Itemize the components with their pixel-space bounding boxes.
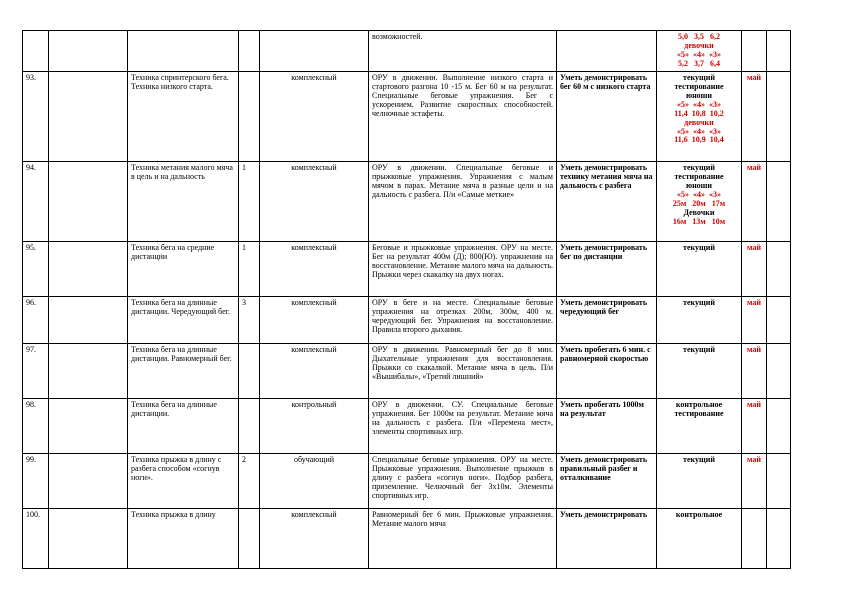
control-line: 25м 20м 17м xyxy=(672,198,726,208)
table-row xyxy=(23,343,791,398)
control-cell xyxy=(657,343,742,398)
content-cell: ОРУ в движении. Равномерный бег до 8 мин. Дыхательные упражнения для восстановления. Прыжки со скакалкой. Метание мяча в цель. П/и «Вышибалы», «Третий лишний» xyxy=(369,343,557,398)
control-cell xyxy=(657,296,742,343)
control-line: тестирование xyxy=(674,171,724,181)
lesson-type-cell: контрольный xyxy=(260,398,369,453)
control-line: 16м 13м 10м xyxy=(672,216,726,226)
date-cell xyxy=(49,71,128,161)
date-cell xyxy=(49,241,128,296)
requirements-cell: Уметь демонстрировать технику метания мяча на дальность с разбега xyxy=(557,161,657,241)
requirements-cell: Уметь демонстрировать бег 60 м с низкого старта xyxy=(557,71,657,161)
hours-cell xyxy=(239,31,260,72)
month-cell: май xyxy=(742,453,767,508)
table-row xyxy=(23,296,791,343)
date-cell xyxy=(49,161,128,241)
control-line: тестирование xyxy=(674,81,724,91)
topic-cell: Техника метания малого мяча в цель и на дальность xyxy=(128,161,239,241)
lesson-plan-table xyxy=(22,30,791,569)
control-line: текущий xyxy=(683,297,715,307)
control-cell xyxy=(657,241,742,296)
topic-cell: Техника спринтерского бега. Техника низкого старта. xyxy=(128,71,239,161)
requirements-cell xyxy=(557,31,657,72)
content-cell: Специальные беговые упражнения. ОРУ на месте. Прыжковые упражнения. Выполнение прыжков в длину с разбега «согнув ноги». Подбор разбега, приземление. Челночный бег 3х10м. Элементы спортивных игр. xyxy=(369,453,557,508)
lesson-type-cell xyxy=(260,31,369,72)
month-cell xyxy=(742,31,767,72)
control-cell xyxy=(657,161,742,241)
content-cell: Равномерный бег 6 мин. Прыжковые упражнения. Метание малого мяча xyxy=(369,508,557,568)
month-cell: май xyxy=(742,343,767,398)
table-row xyxy=(23,241,791,296)
hours-cell: 1 xyxy=(239,161,260,241)
table-row xyxy=(23,398,791,453)
lesson-number-cell xyxy=(23,31,49,72)
control-line: 11,6 10,9 10,4 xyxy=(674,135,724,145)
notes-cell xyxy=(767,343,791,398)
month-cell xyxy=(742,508,767,568)
control-cell xyxy=(657,398,742,453)
content-cell: ОРУ в движении. Специальные беговые и прыжковые упражнения. Упражнения с малым мячом в парах. Метание мяча в разные цели и на дальность с разбега. П/и «Самые меткие» xyxy=(369,161,557,241)
control-line: 5,2 3,7 6,4 xyxy=(678,58,720,68)
control-cell xyxy=(657,508,742,568)
lesson-number-cell: 100. xyxy=(23,508,49,568)
control-cell xyxy=(657,453,742,508)
table-body xyxy=(23,31,791,569)
hours-cell xyxy=(239,398,260,453)
control-cell xyxy=(657,31,742,72)
control-line: контрольное xyxy=(675,399,723,409)
hours-cell xyxy=(239,71,260,161)
control-line: тестирование xyxy=(674,408,724,418)
control-line: 11,4 10,8 10,2 xyxy=(674,108,724,118)
lesson-type-cell: обучающий xyxy=(260,453,369,508)
control-line: контрольное xyxy=(675,509,723,519)
lesson-number-cell: 99. xyxy=(23,453,49,508)
requirements-cell: Уметь пробегать 1000м на результат xyxy=(557,398,657,453)
date-cell xyxy=(49,453,128,508)
topic-cell xyxy=(128,31,239,72)
control-line: текущий xyxy=(683,162,715,172)
topic-cell: Техника прыжка в длину с разбега способом «согнув ноги». xyxy=(128,453,239,508)
lesson-type-cell: комплексный xyxy=(260,296,369,343)
content-cell: ОРУ в беге и на месте. Специальные беговые упражнения на отрезках 200м, 300м, 400 м. чередующий бег. Упражнения на восстановление. Правила второго дыхания. xyxy=(369,296,557,343)
requirements-cell: Уметь демонстрировать чередующий бег xyxy=(557,296,657,343)
notes-cell xyxy=(767,241,791,296)
table-row xyxy=(23,508,791,568)
lesson-number-cell: 98. xyxy=(23,398,49,453)
date-cell xyxy=(49,343,128,398)
notes-cell xyxy=(767,453,791,508)
lesson-type-cell: комплексный xyxy=(260,343,369,398)
control-line: «5» «4» «3» xyxy=(677,49,721,59)
notes-cell xyxy=(767,398,791,453)
control-line: текущий xyxy=(683,242,715,252)
notes-cell xyxy=(767,161,791,241)
control-line: «5» «4» «3» xyxy=(677,99,721,109)
date-cell xyxy=(49,296,128,343)
topic-cell: Техника бега на длинные дистанции. Равномерный бег. xyxy=(128,343,239,398)
lesson-type-cell: комплексный xyxy=(260,508,369,568)
lesson-type-cell: комплексный xyxy=(260,71,369,161)
control-line: «5» «4» «3» xyxy=(677,126,721,136)
content-cell: ОРУ в движении. Выполнение низкого старта и стартового разгона 10 -15 м. Бег 60 м на результат. Специальные беговые упражнения. Бег с ускорением. Развитие скоростных способностей. челночные эстафеты. xyxy=(369,71,557,161)
control-line: текущий xyxy=(683,72,715,82)
date-cell xyxy=(49,31,128,72)
notes-cell xyxy=(767,296,791,343)
month-cell: май xyxy=(742,296,767,343)
date-cell xyxy=(49,508,128,568)
hours-cell: 2 xyxy=(239,453,260,508)
hours-cell xyxy=(239,508,260,568)
table-row xyxy=(23,31,791,72)
lesson-number-cell: 97. xyxy=(23,343,49,398)
control-line: юноши xyxy=(685,180,713,190)
control-line: Девочки xyxy=(683,207,715,217)
topic-cell: Техника бега на средние дистанции xyxy=(128,241,239,296)
control-line: юноши xyxy=(685,90,713,100)
notes-cell xyxy=(767,31,791,72)
hours-cell: 3 xyxy=(239,296,260,343)
topic-cell: Техника бега на длинные дистанции. Чередующий бег. xyxy=(128,296,239,343)
control-line: девочки xyxy=(684,117,714,127)
lesson-number-cell: 93. xyxy=(23,71,49,161)
hours-cell xyxy=(239,343,260,398)
table-row xyxy=(23,161,791,241)
table-row xyxy=(23,71,791,161)
notes-cell xyxy=(767,71,791,161)
requirements-cell: Уметь демонстрировать xyxy=(557,508,657,568)
lesson-number-cell: 96. xyxy=(23,296,49,343)
month-cell: май xyxy=(742,161,767,241)
requirements-cell: Уметь демонстрировать правильный разбег и отталкивание xyxy=(557,453,657,508)
topic-cell: Техника прыжка в длину xyxy=(128,508,239,568)
topic-cell: Техника бега на длинные дистанции. xyxy=(128,398,239,453)
control-line: «5» «4» «3» xyxy=(677,189,721,199)
month-cell: май xyxy=(742,71,767,161)
lesson-number-cell: 95. xyxy=(23,241,49,296)
date-cell xyxy=(49,398,128,453)
month-cell: май xyxy=(742,398,767,453)
control-line: текущий xyxy=(683,454,715,464)
content-cell: Беговые и прыжковые упражнения. ОРУ на месте. Бег на результат 400м (Д); 800(Ю). упражнения на восстановление. Метание малого мяча на дальность. Прыжки через скакалку на двух ногах. xyxy=(369,241,557,296)
table-row xyxy=(23,453,791,508)
control-line: девочки xyxy=(684,40,714,50)
month-cell: май xyxy=(742,241,767,296)
hours-cell: 1 xyxy=(239,241,260,296)
lesson-type-cell: комплексный xyxy=(260,161,369,241)
control-line: 5,0 3,5 6,2 xyxy=(678,32,720,41)
content-cell: ОРУ в движении. СУ. Специальные беговые упражнения. Бег 1000м на результат. Метание мяча на дальность с разбега. П/и «Перемена мест», элементы спортивных игр. xyxy=(369,398,557,453)
lesson-number-cell: 94. xyxy=(23,161,49,241)
control-cell xyxy=(657,71,742,161)
lesson-plan-table-container xyxy=(22,30,791,528)
requirements-cell: Уметь пробегать 6 мин. с равномерной скоростью xyxy=(557,343,657,398)
content-cell: возможностей. xyxy=(369,31,557,72)
lesson-type-cell: комплексный xyxy=(260,241,369,296)
control-line: текущий xyxy=(683,344,715,354)
requirements-cell: Уметь демонстрировать бег по дистанции xyxy=(557,241,657,296)
notes-cell xyxy=(767,508,791,568)
